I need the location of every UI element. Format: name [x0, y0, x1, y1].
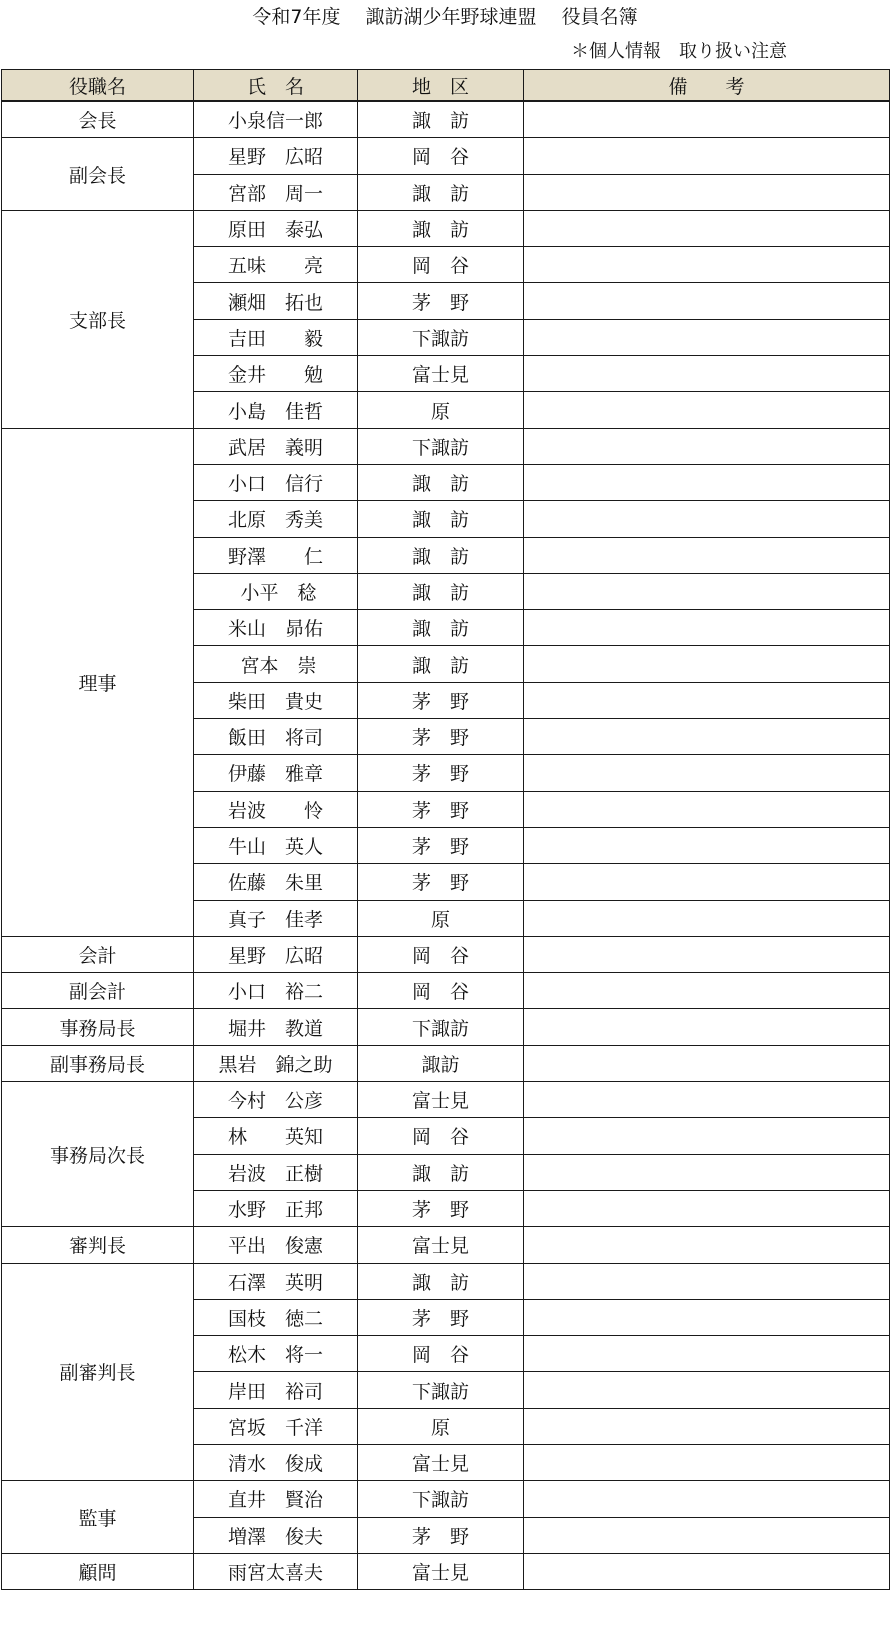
table-row: [2, 1227, 890, 1263]
officer-roster-table: [1, 69, 890, 1590]
remarks-cell: [524, 174, 890, 210]
remarks-cell: [524, 1444, 890, 1480]
remarks-cell: [524, 1190, 890, 1226]
role-cell: 副会計: [2, 973, 194, 1009]
area-cell: 茅 野: [358, 827, 524, 863]
name-cell: 佐藤 朱里: [194, 864, 358, 900]
remarks-cell: [524, 138, 890, 174]
remarks-cell: [524, 791, 890, 827]
name-cell: 星野 広昭: [194, 138, 358, 174]
area-cell: 富士見: [358, 1444, 524, 1480]
area-cell: 岡 谷: [358, 1336, 524, 1372]
area-cell: 茅 野: [358, 1190, 524, 1226]
name-cell: 米山 昴佑: [194, 610, 358, 646]
table-row: [2, 1009, 890, 1045]
area-cell: 岡 谷: [358, 936, 524, 972]
role-cell: 審判長: [2, 1227, 194, 1263]
area-cell: 富士見: [358, 1082, 524, 1118]
role-cell: 副審判長: [2, 1263, 194, 1481]
name-cell: 林 英知: [194, 1118, 358, 1154]
remarks-cell: [524, 428, 890, 464]
name-cell: 小平 稔: [194, 573, 358, 609]
remarks-cell: [524, 1372, 890, 1408]
name-cell: 柴田 貴史: [194, 682, 358, 718]
area-cell: 岡 谷: [358, 1118, 524, 1154]
remarks-cell: [524, 646, 890, 682]
area-cell: 岡 谷: [358, 247, 524, 283]
table-row: [2, 1481, 890, 1517]
name-cell: 石澤 英明: [194, 1263, 358, 1299]
document-title: 令和7年度 諏訪湖少年野球連盟 役員名簿: [252, 6, 638, 28]
name-cell: 小口 信行: [194, 464, 358, 500]
name-cell: 吉田 毅: [194, 319, 358, 355]
header-name: 氏 名: [194, 70, 358, 102]
remarks-cell: [524, 1082, 890, 1118]
name-cell: 堀井 教道: [194, 1009, 358, 1045]
area-cell: 諏 訪: [358, 101, 524, 138]
area-cell: 諏 訪: [358, 464, 524, 500]
area-cell: 原: [358, 392, 524, 428]
table-row: [2, 138, 890, 174]
area-cell: 諏 訪: [358, 174, 524, 210]
name-cell: 増澤 俊夫: [194, 1517, 358, 1553]
remarks-cell: [524, 900, 890, 936]
role-cell: 支部長: [2, 210, 194, 428]
header-role: 役職名: [2, 70, 194, 102]
name-cell: 岸田 裕司: [194, 1372, 358, 1408]
remarks-cell: [524, 247, 890, 283]
area-cell: 茅 野: [358, 864, 524, 900]
remarks-cell: [524, 1045, 890, 1081]
name-cell: 瀬畑 拓也: [194, 283, 358, 319]
name-cell: 直井 賢治: [194, 1481, 358, 1517]
name-cell: 松木 将一: [194, 1336, 358, 1372]
remarks-cell: [524, 682, 890, 718]
role-cell: 事務局次長: [2, 1082, 194, 1227]
area-cell: 諏 訪: [358, 537, 524, 573]
area-cell: 茅 野: [358, 755, 524, 791]
remarks-cell: [524, 501, 890, 537]
table-row: [2, 1553, 890, 1589]
area-cell: 下諏訪: [358, 1372, 524, 1408]
name-cell: 小泉信一郎: [194, 101, 358, 138]
area-cell: 富士見: [358, 1553, 524, 1589]
area-cell: 富士見: [358, 356, 524, 392]
name-cell: 伊藤 雅章: [194, 755, 358, 791]
name-cell: 野澤 仁: [194, 537, 358, 573]
name-cell: 真子 佳孝: [194, 900, 358, 936]
remarks-cell: [524, 1336, 890, 1372]
name-cell: 岩波 正樹: [194, 1154, 358, 1190]
name-cell: 岩波 怜: [194, 791, 358, 827]
role-cell: 副事務局長: [2, 1045, 194, 1081]
name-cell: 小島 佳哲: [194, 392, 358, 428]
name-cell: 武居 義明: [194, 428, 358, 464]
area-cell: 原: [358, 1408, 524, 1444]
area-cell: 諏 訪: [358, 573, 524, 609]
remarks-cell: [524, 573, 890, 609]
area-cell: 岡 谷: [358, 138, 524, 174]
name-cell: 飯田 将司: [194, 719, 358, 755]
remarks-cell: [524, 936, 890, 972]
area-cell: 諏 訪: [358, 210, 524, 246]
name-cell: 宮坂 千洋: [194, 1408, 358, 1444]
area-cell: 諏 訪: [358, 646, 524, 682]
area-cell: 茅 野: [358, 1299, 524, 1335]
area-cell: 下諏訪: [358, 319, 524, 355]
remarks-cell: [524, 1154, 890, 1190]
remarks-cell: [524, 1118, 890, 1154]
remarks-cell: [524, 464, 890, 500]
remarks-cell: [524, 755, 890, 791]
area-cell: 下諏訪: [358, 428, 524, 464]
role-cell: 会計: [2, 936, 194, 972]
name-cell: 北原 秀美: [194, 501, 358, 537]
table-row: [2, 973, 890, 1009]
area-cell: 下諏訪: [358, 1481, 524, 1517]
remarks-cell: [524, 319, 890, 355]
role-cell: 会長: [2, 101, 194, 138]
remarks-cell: [524, 210, 890, 246]
header-row: [2, 70, 890, 102]
remarks-cell: [524, 1553, 890, 1589]
table-row: [2, 1263, 890, 1299]
area-cell: 茅 野: [358, 1517, 524, 1553]
remarks-cell: [524, 1227, 890, 1263]
table-row: [2, 210, 890, 246]
area-cell: 下諏訪: [358, 1009, 524, 1045]
header-remarks: 備 考: [524, 70, 890, 102]
area-cell: 諏 訪: [358, 1154, 524, 1190]
remarks-cell: [524, 356, 890, 392]
remarks-cell: [524, 1009, 890, 1045]
area-cell: 原: [358, 900, 524, 936]
name-cell: 国枝 徳二: [194, 1299, 358, 1335]
remarks-cell: [524, 719, 890, 755]
name-cell: 原田 泰弘: [194, 210, 358, 246]
area-cell: 茅 野: [358, 283, 524, 319]
role-cell: 監事: [2, 1481, 194, 1554]
name-cell: 五味 亮: [194, 247, 358, 283]
remarks-cell: [524, 101, 890, 138]
name-cell: 今村 公彦: [194, 1082, 358, 1118]
table-row: [2, 936, 890, 972]
remarks-cell: [524, 1408, 890, 1444]
remarks-cell: [524, 827, 890, 863]
table-row: [2, 1045, 890, 1081]
remarks-cell: [524, 537, 890, 573]
name-cell: 清水 俊成: [194, 1444, 358, 1480]
name-cell: 黒岩 錦之助: [194, 1045, 358, 1081]
name-cell: 宮部 周一: [194, 174, 358, 210]
remarks-cell: [524, 1481, 890, 1517]
name-cell: 雨宮太喜夫: [194, 1553, 358, 1589]
remarks-cell: [524, 1517, 890, 1553]
area-cell: 諏 訪: [358, 501, 524, 537]
area-cell: 諏 訪: [358, 610, 524, 646]
remarks-cell: [524, 1299, 890, 1335]
privacy-note: ＊個人情報 取り扱い注意: [571, 41, 787, 62]
role-cell: 顧問: [2, 1553, 194, 1589]
area-cell: 諏訪: [358, 1045, 524, 1081]
area-cell: 茅 野: [358, 719, 524, 755]
name-cell: 水野 正邦: [194, 1190, 358, 1226]
remarks-cell: [524, 610, 890, 646]
remarks-cell: [524, 864, 890, 900]
name-cell: 牛山 英人: [194, 827, 358, 863]
table-row: [2, 428, 890, 464]
area-cell: 諏 訪: [358, 1263, 524, 1299]
name-cell: 小口 裕二: [194, 973, 358, 1009]
area-cell: 茅 野: [358, 791, 524, 827]
header-area: 地 区: [358, 70, 524, 102]
name-cell: 星野 広昭: [194, 936, 358, 972]
name-cell: 金井 勉: [194, 356, 358, 392]
name-cell: 平出 俊憲: [194, 1227, 358, 1263]
role-cell: 副会長: [2, 138, 194, 211]
table-row: [2, 101, 890, 138]
name-cell: 宮本 崇: [194, 646, 358, 682]
table-row: [2, 1082, 890, 1118]
role-cell: 理事: [2, 428, 194, 936]
remarks-cell: [524, 973, 890, 1009]
remarks-cell: [524, 1263, 890, 1299]
role-cell: 事務局長: [2, 1009, 194, 1045]
remarks-cell: [524, 283, 890, 319]
remarks-cell: [524, 392, 890, 428]
area-cell: 茅 野: [358, 682, 524, 718]
area-cell: 富士見: [358, 1227, 524, 1263]
area-cell: 岡 谷: [358, 973, 524, 1009]
